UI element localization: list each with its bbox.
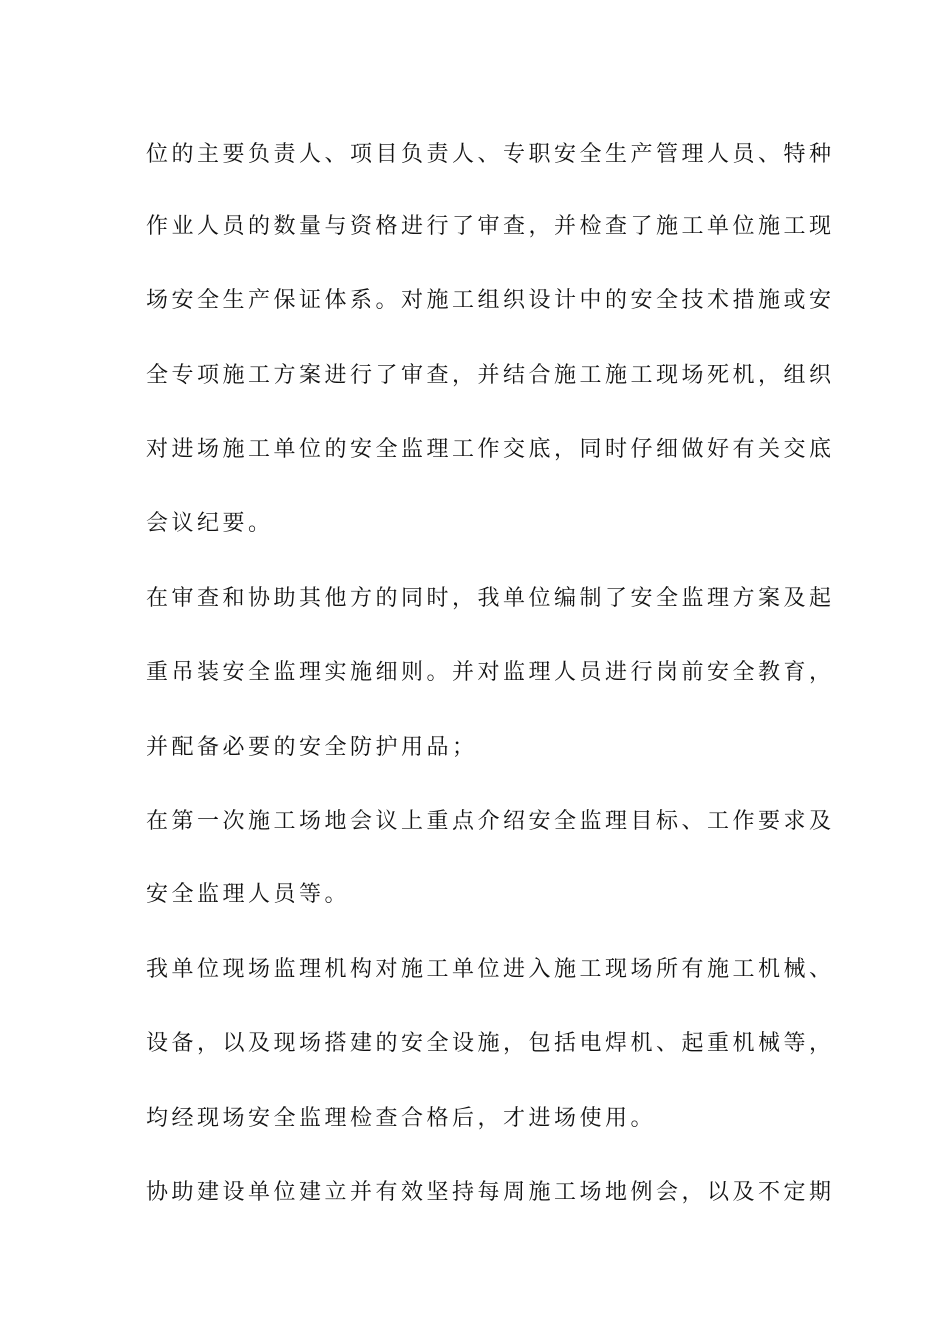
text-line: 全专项施工方案进行了审查，并结合施工施工现场死机，组织 — [146, 363, 835, 388]
text-line: 设备，以及现场搭建的安全设施，包括电焊机、起重机械等， — [146, 1031, 835, 1056]
text-line: 在审查和协助其他方的同时，我单位编制了安全监理方案及起 — [146, 586, 835, 611]
text-line: 并配备必要的安全防护用品； — [146, 735, 478, 760]
text-line: 位的主要负责人、项目负责人、专职安全生产管理人员、特种 — [146, 142, 835, 167]
text-line: 在第一次施工场地会议上重点介绍安全监理目标、工作要求及 — [146, 809, 835, 834]
text-line: 安全监理人员等。 — [146, 882, 351, 907]
text-line: 均经现场安全监理检查合格后，才进场使用。 — [146, 1106, 657, 1131]
text-line: 场安全生产保证体系。对施工组织设计中的安全技术措施或安 — [146, 288, 835, 313]
text-line: 协助建设单位建立并有效坚持每周施工场地例会，以及不定期 — [146, 1180, 835, 1205]
text-line: 会议纪要。 — [146, 511, 274, 536]
text-line: 对进场施工单位的安全监理工作交底，同时仔细做好有关交底 — [146, 437, 835, 462]
text-line: 我单位现场监理机构对施工单位进入施工现场所有施工机械、 — [146, 957, 835, 982]
text-line: 重吊装安全监理实施细则。并对监理人员进行岗前安全教育， — [146, 660, 835, 685]
text-line: 作业人员的数量与资格进行了审查，并检查了施工单位施工现 — [146, 214, 835, 239]
